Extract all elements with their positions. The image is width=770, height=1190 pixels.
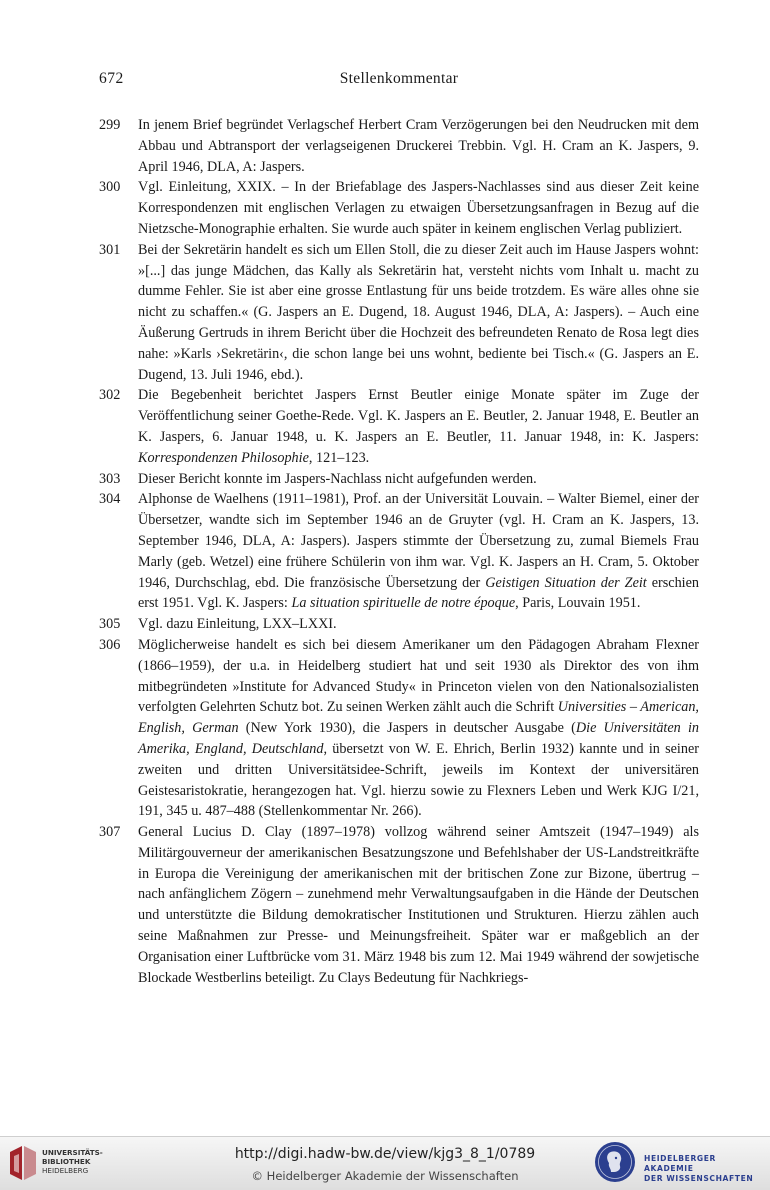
note-entry: [99, 614, 699, 635]
note-text-segment: Dieser Bericht konnte im Jaspers-Nachlass nicht aufgefunden werden.: [138, 470, 537, 487]
academy-logo-line2: DER WISSENSCHAFTEN: [644, 1174, 754, 1183]
note-text-segment: Alphonse de Waelhens (1911–1981), Prof. an der Universität Louvain. – Walter Biemel, einer der Übersetzer, wandte sich im September 1946 an de Gruyter (vgl. H. Cram an K. Jaspers, 13. September 1946, DLA, A: Jaspers). Jaspers stimmte der Übersetzung zu, zumal Biemels Frau Marly (geb. Wetzel) eine frühere Schülerin von ihm war. Vgl. K. Jaspers an H. Cram, 5. Oktober 1946, Durchschlag, ebd. Die französische Übersetzung der: [138, 491, 699, 591]
italic-title: Korrespondenzen Philosophie: [138, 449, 309, 466]
note-number: 302: [99, 387, 121, 404]
academy-logo[interactable]: [594, 1141, 764, 1185]
library-logo-line1: UNIVERSITÄTS-: [42, 1148, 103, 1157]
italic-title: Geistigen Situation der Zeit: [485, 574, 647, 591]
note-text-segment: Vgl. Einleitung, XXIX. – In der Briefablage des Jaspers-Nachlasses sind aus dieser Zeit keine Korrespondenzen mit englischen Verlagen zu etwaigen Übersetzungsanfragen in Bezug auf die Nietzsche-Monographie erhalten. Sie wurde auch später in keinem englischen Verlag publiziert.: [138, 179, 699, 237]
note-number: 304: [99, 491, 121, 508]
note-text-segment: General Lucius D. Clay (1897–1978) vollzog während seiner Amtszeit (1947–1949) als Militärgouverneur der amerikanischen Besatzungszone und Befehlshaber der US-Landstreitkräfte in Europa die Vereinigung der amerikanischen mit der britischen Zone zur Bizone, übertrug – nach anfänglichem Zögern – zunehmend mehr Verwaltungsaufgaben in die Hände der Deutschen und unterstützte die Bildung demokratischer Institutionen und Strukturen. Hierzu zählen auch seine Maßnahmen zur Presse- und Meinungsfreiheit. Später war er maßgeblich an der Organisation einer Luftbrücke vom 31. März 1948 bis zum 12. Mai 1949 während der sowjetische Blockade Westberlins beteiligt. Zu Clays Bedeutung für Nachkriegs-: [138, 824, 699, 986]
note-number: 303: [99, 470, 121, 487]
note-text: [138, 491, 699, 611]
note-text-segment: Vgl. dazu Einleitung, LXX–LXXI.: [138, 616, 337, 633]
academy-logo-line1: HEIDELBERGER AKADEMIE: [644, 1154, 716, 1173]
note-text: [138, 117, 699, 175]
italic-title: La situation spirituelle de notre époque: [291, 595, 516, 612]
note-number: 299: [99, 117, 121, 133]
note-text-segment: , 121–123.: [308, 449, 370, 466]
commentary-notes: [99, 115, 699, 988]
note-text: [138, 179, 699, 237]
note-text: [138, 616, 337, 632]
note-entry: [99, 635, 699, 822]
academy-seal-icon: [594, 1141, 636, 1183]
note-text-segment: Die Begebenheit berichtet Jaspers Ernst Beutler einige Monate später im Zuge der Veröffentlichung seiner Goethe-Rede. Vgl. K. Jaspers an E. Beutler, 2. Januar 1948, E. Beutler an K. Jaspers, 6. Januar 1948, u. K. Jaspers an E. Beutler, 11. Januar 1948, in: K. Jaspers:: [138, 387, 699, 445]
note-text-segment: erschien erst 1951. Vgl. K. Jaspers:: [138, 574, 700, 612]
note-text-segment: (New York 1930), die Jaspers in deutscher Ausgabe (: [238, 720, 576, 737]
note-number: 307: [99, 824, 121, 841]
note-entry: [99, 489, 699, 614]
note-entry: [99, 240, 699, 386]
library-logo-line3: HEIDELBERG: [42, 1166, 89, 1175]
note-entry: [99, 822, 699, 988]
page-header: [99, 70, 699, 94]
note-entry: [99, 385, 699, 468]
note-number: 300: [99, 179, 121, 196]
note-text-segment: Bei der Sekretärin handelt es sich um Ellen Stoll, die zu dieser Zeit auch im Hause Jaspers wohnt: »[...] das junge Mädchen, das Kally als Sekretärin hat, versteht nichts vom Inhalt u. macht zu dumme Fehler. Sie ist aber eine grosse Entlastung für uns beide trotzdem. Es wäre alles ohne sie nicht zu schaffen.« (G. Jaspers an E. Dugend, 18. August 1946, DLA, A: Jaspers). – Auch eine Äußerung Gertruds in ihrem Bericht über die Hochzeit des befreundeten Renato de Rosa legt dies nahe: »Karls ›Sekretärin‹, die schon lange bei uns wohnt, bediente bei Tisch.« (G. Jaspers an E. Dugend, 13. Juli 1946, ebd.).: [138, 241, 699, 383]
italic-title: Universities – American, English, German: [138, 699, 699, 737]
note-text: [138, 387, 699, 465]
footer-bar: [0, 1136, 770, 1190]
note-text-segment: , übersetzt von W. E. Ehrich, Berlin 1932) kannte und in seiner zweiten und dritten Universitätsidee-Schrift, jeweils im Kontext der universitären Geistesaristokratie, herangezogen hat. Vgl. hierzu sowie zu Flexners Leben und Werk KJG I/21, 191, 345 u. 487–488 (Stellenkommentar Nr. 266).: [138, 740, 699, 820]
note-text: [138, 242, 699, 383]
library-logo-line2: BIBLIOTHEK: [42, 1157, 91, 1166]
note-text-segment: Möglicherweise handelt es sich bei diesem Amerikaner um den Pädagogen Abraham Flexner (1866–1959), der u.a. in Heidelberg studiert hat und seit 1930 als Direktor des von ihm mitbegründeten »Institute for Advanced Study« in Princeton vielen von den Nationalsozialisten verfolgten Gelehrten Schutz bot. Zu seinen Werken zählt auch die Schrift: [138, 636, 699, 716]
note-number: 305: [99, 616, 121, 633]
page-number: 672: [99, 70, 124, 87]
note-entry: [99, 469, 699, 490]
note-number: 301: [99, 241, 121, 258]
note-number: 306: [99, 636, 121, 653]
note-entry: [99, 177, 699, 239]
note-text-segment: , Paris, Louvain 1951.: [515, 595, 641, 612]
permalink-url[interactable]: http://digi.hadw-bw.de/view/kjg3_8_1/0789: [234, 1146, 536, 1162]
running-title: Stellenkommentar: [339, 70, 459, 87]
italic-title: Die Universitäten in Amerika, England, Deutschland: [138, 720, 699, 757]
note-text: [138, 824, 699, 986]
note-entry: [99, 115, 699, 177]
note-text: [138, 637, 699, 819]
note-text: [138, 471, 537, 487]
copyright-notice: © Heidelberger Akademie der Wissenschaften: [251, 1169, 519, 1183]
note-text-segment: In jenem Brief begründet Verlagschef Herbert Cram Verzögerungen bei den Neudrucken mit dem Abbau und Abtransport der verlagseigenen Druckerei Trebbin. Vgl. H. Cram an K. Jaspers, 9. April 1946, DLA, A: Jaspers.: [138, 117, 699, 175]
